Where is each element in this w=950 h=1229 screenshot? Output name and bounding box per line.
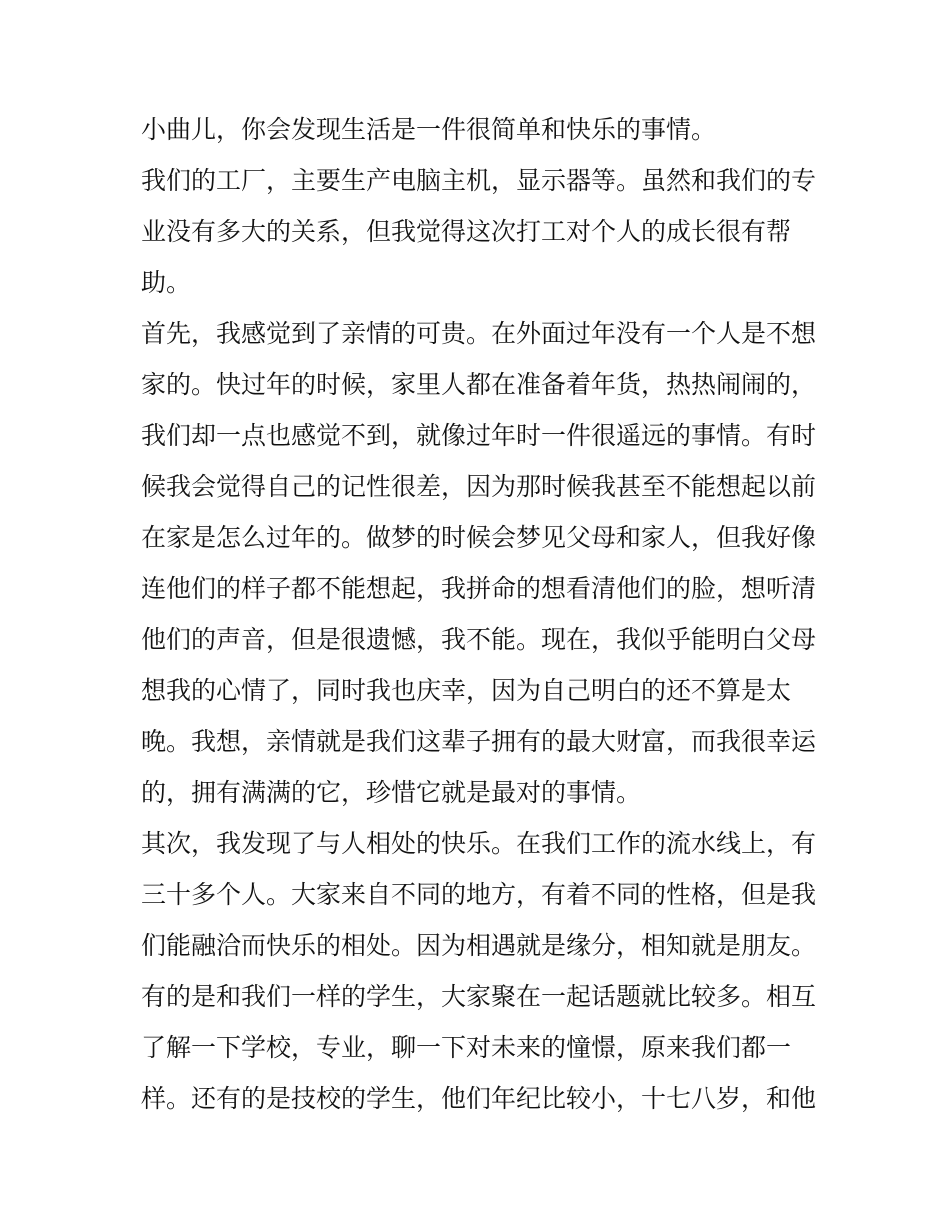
text-line: 助。 (141, 268, 192, 297)
text-line: 想我的心情了，同时我也庆幸，因为自己明白的还不算是太 (141, 676, 792, 705)
text-line: 有的是和我们一样的学生，大家聚在一起话题就比较多。相互 (141, 982, 817, 1011)
text-line: 连他们的样子都不能想起，我拼命的想看清他们的脸，想听清 (141, 574, 817, 603)
text-line: 样。还有的是技校的学生，他们年纪比较小，十七八岁，和他 (141, 1084, 817, 1113)
document-body (141, 104, 821, 1124)
text-line: 首先，我感觉到了亲情的可贵。在外面过年没有一个人是不想 (141, 319, 817, 348)
text-line: 其次，我发现了与人相处的快乐。在我们工作的流水线上，有 (141, 829, 817, 858)
text-line: 候我会觉得自己的记性很差，因为那时候我甚至不能想起以前 (141, 472, 817, 501)
text-line: 业没有多大的关系，但我觉得这次打工对个人的成长很有帮 (141, 217, 792, 246)
text-line: 了解一下学校，专业，聊一下对未来的憧憬，原来我们都一 (141, 1033, 792, 1062)
text-line: 小曲儿，你会发现生活是一件很简单和快乐的事情。 (141, 115, 717, 144)
text-line: 们能融洽而快乐的相处。因为相遇就是缘分，相知就是朋友。 (141, 931, 817, 960)
text-line: 的，拥有满满的它，珍惜它就是最对的事情。 (141, 778, 642, 807)
text-line: 晚。我想，亲情就是我们这辈子拥有的最大财富，而我很幸运 (141, 727, 817, 756)
text-line: 我们却一点也感觉不到，就像过年时一件很遥远的事情。有时 (141, 421, 817, 450)
text-line: 家的。快过年的时候，家里人都在准备着年货，热热闹闹的， (141, 370, 817, 399)
text-line: 他们的声音，但是很遗憾，我不能。现在，我似乎能明白父母 (141, 625, 817, 654)
text-line: 我们的工厂，主要生产电脑主机，显示器等。虽然和我们的专 (141, 166, 817, 195)
text-line: 三十多个人。大家来自不同的地方，有着不同的性格，但是我 (141, 880, 817, 909)
text-line: 在家是怎么过年的。做梦的时候会梦见父母和家人，但我好像 (141, 523, 817, 552)
